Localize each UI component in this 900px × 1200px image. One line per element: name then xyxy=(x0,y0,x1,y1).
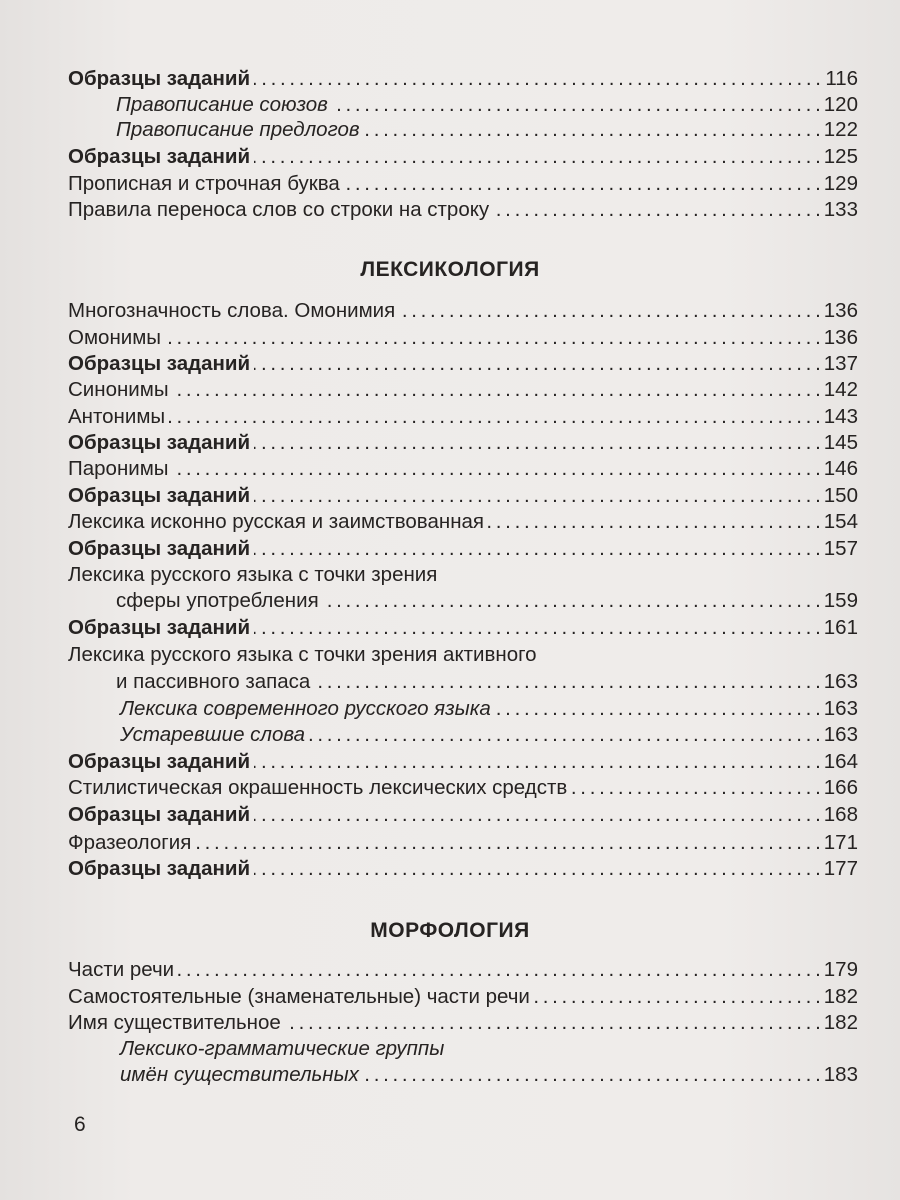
toc-entry-title: Образцы заданий xyxy=(68,537,251,560)
toc-entry xyxy=(68,615,858,641)
toc-entry-page: 182 xyxy=(823,985,858,1008)
toc-entry-title: Образцы заданий xyxy=(68,803,251,826)
toc-entry-page: 163 xyxy=(823,697,858,720)
toc-entry-title: Образцы заданий xyxy=(68,67,251,90)
toc-entry-page: 142 xyxy=(823,378,858,401)
toc-entry-page: 161 xyxy=(823,616,858,639)
toc-entry xyxy=(68,66,858,92)
toc-entry-title: Синонимы xyxy=(68,378,169,401)
toc-entry xyxy=(68,430,858,456)
toc-entry-page: 116 xyxy=(825,67,858,90)
dot-leader xyxy=(364,117,820,143)
toc-entry xyxy=(68,642,858,668)
toc-entry-title: Образцы заданий xyxy=(68,431,251,454)
toc-entry-page: 133 xyxy=(823,198,858,221)
toc-entry-page: 137 xyxy=(823,352,858,375)
toc-entry xyxy=(68,483,858,509)
toc-entry-title: Образцы заданий xyxy=(68,750,251,773)
dot-leader xyxy=(254,856,820,882)
toc-entry-page: 183 xyxy=(823,1063,858,1086)
toc-entry xyxy=(68,830,858,856)
toc-entry-title: и пассивного запаса xyxy=(116,670,311,693)
toc-entry xyxy=(68,536,858,562)
toc-entry xyxy=(68,377,858,403)
dot-leader xyxy=(323,588,820,614)
toc-entry xyxy=(68,957,858,983)
toc-entry-page: 166 xyxy=(823,776,858,799)
toc-entry-title: Образцы заданий xyxy=(68,484,251,507)
toc-entry xyxy=(68,325,858,351)
dot-leader xyxy=(314,669,819,695)
toc-entry-page: 129 xyxy=(823,172,858,195)
toc-entry xyxy=(68,588,858,614)
section-heading: МОРФОЛОГИЯ xyxy=(370,919,530,942)
dot-leader xyxy=(285,1010,820,1036)
toc-entry-title: Образцы заданий xyxy=(68,145,251,168)
dot-leader xyxy=(254,144,820,170)
toc-entry-title: Лексика исконно русская и заимствованная xyxy=(68,510,485,533)
toc-entry-title: Имя существительное xyxy=(68,1011,281,1034)
toc-entry-title: Самостоятельные (знаменательные) части речи xyxy=(68,985,530,1008)
toc-entry-title: Прописная и строчная буква xyxy=(68,172,340,195)
dot-leader xyxy=(254,66,820,92)
dot-leader xyxy=(332,92,820,118)
toc-entry-title: Устаревшие слова xyxy=(120,723,306,746)
toc-entry xyxy=(68,1062,858,1088)
toc-entry-title: сферы употребления xyxy=(116,589,319,612)
toc-entry-title: Образцы заданий xyxy=(68,616,251,639)
dot-leader xyxy=(488,509,820,535)
toc-entry xyxy=(68,669,858,695)
dot-leader xyxy=(254,536,820,562)
dot-leader xyxy=(309,722,820,748)
dot-leader xyxy=(173,456,820,482)
toc-entry-title: Правописание союзов xyxy=(116,93,328,116)
toc-entry xyxy=(68,984,858,1010)
toc-entry-title: Лексико-грамматические группы xyxy=(120,1037,445,1060)
toc-entry xyxy=(68,775,858,801)
toc-entry-page: 143 xyxy=(823,405,858,428)
toc-entry xyxy=(68,197,858,223)
dot-leader xyxy=(254,351,820,377)
dot-leader xyxy=(165,325,820,351)
dot-leader xyxy=(254,430,820,456)
toc-entry xyxy=(68,722,858,748)
toc-entry xyxy=(68,404,858,430)
toc-entry-title: имён существительных xyxy=(120,1063,359,1086)
toc-entry-page: 177 xyxy=(823,857,858,880)
dot-leader xyxy=(173,377,820,403)
dot-leader xyxy=(571,775,820,801)
toc-entry-title: Антонимы xyxy=(68,405,166,428)
toc-entry-page: 125 xyxy=(823,145,858,168)
toc-entry-page: 122 xyxy=(823,118,858,141)
dot-leader xyxy=(254,802,820,828)
toc-entry xyxy=(68,856,858,882)
toc-entry-title: Стилистическая окрашенность лексических средств xyxy=(68,776,568,799)
toc-entry-page: 159 xyxy=(823,589,858,612)
toc-entry-page: 120 xyxy=(823,93,858,116)
dot-leader xyxy=(363,1062,820,1088)
toc-entry-page: 179 xyxy=(823,958,858,981)
toc-entry xyxy=(68,456,858,482)
toc-entry xyxy=(68,562,858,588)
dot-leader xyxy=(254,483,820,509)
dot-leader xyxy=(254,615,820,641)
toc-entry-page: 163 xyxy=(823,670,858,693)
page-number: 6 xyxy=(74,1113,86,1136)
toc-entry-title: Части речи xyxy=(68,958,175,981)
toc-entry xyxy=(68,298,858,324)
toc-entry-page: 168 xyxy=(823,803,858,826)
toc-entry-page: 145 xyxy=(823,431,858,454)
toc-entry xyxy=(68,509,858,535)
toc-entry-page: 163 xyxy=(823,723,858,746)
dot-leader xyxy=(344,171,820,197)
toc-entry-title: Лексика русского языка с точки зрения активного xyxy=(68,643,537,666)
toc-entry-page: 154 xyxy=(823,510,858,533)
toc-entry xyxy=(68,171,858,197)
toc-entry-title: Лексика современного русского языка xyxy=(120,697,491,720)
toc-entry-title: Лексика русского языка с точки зрения xyxy=(68,563,438,586)
toc-entry xyxy=(68,117,858,143)
toc-entry xyxy=(68,802,858,828)
toc-entry-title: Омонимы xyxy=(68,326,162,349)
toc-entry xyxy=(68,696,858,722)
toc-entry-page: 164 xyxy=(823,750,858,773)
toc-entry-page: 150 xyxy=(823,484,858,507)
dot-leader xyxy=(254,749,820,775)
dot-leader xyxy=(195,830,819,856)
toc-entry xyxy=(68,749,858,775)
toc-entry-page: 136 xyxy=(823,326,858,349)
toc-entry xyxy=(68,92,858,118)
toc-entry-page: 157 xyxy=(823,537,858,560)
toc-entry-title: Паронимы xyxy=(68,457,169,480)
toc-entry-title: Образцы заданий xyxy=(68,857,251,880)
toc-entry-title: Правописание предлогов xyxy=(116,118,360,141)
dot-leader xyxy=(493,197,820,223)
toc-entry-title: Образцы заданий xyxy=(68,352,251,375)
dot-leader xyxy=(399,298,820,324)
toc-entry xyxy=(68,1036,858,1062)
dot-leader xyxy=(495,696,820,722)
dot-leader xyxy=(534,984,820,1010)
toc-entry-title: Многозначность слова. Омонимия xyxy=(68,299,396,322)
toc-entry-title: Фразеология xyxy=(68,831,192,854)
toc-entry-page: 182 xyxy=(823,1011,858,1034)
toc-entry-page: 146 xyxy=(823,457,858,480)
toc-entry xyxy=(68,1010,858,1036)
section-heading: ЛЕКСИКОЛОГИЯ xyxy=(360,258,540,281)
toc-entry-title: Правила переноса слов со строки на строку xyxy=(68,198,490,221)
toc-entry xyxy=(68,144,858,170)
dot-leader xyxy=(169,404,820,430)
toc-entry-page: 171 xyxy=(823,831,858,854)
toc-entry xyxy=(68,351,858,377)
toc-entry-page: 136 xyxy=(823,299,858,322)
dot-leader xyxy=(178,957,820,983)
